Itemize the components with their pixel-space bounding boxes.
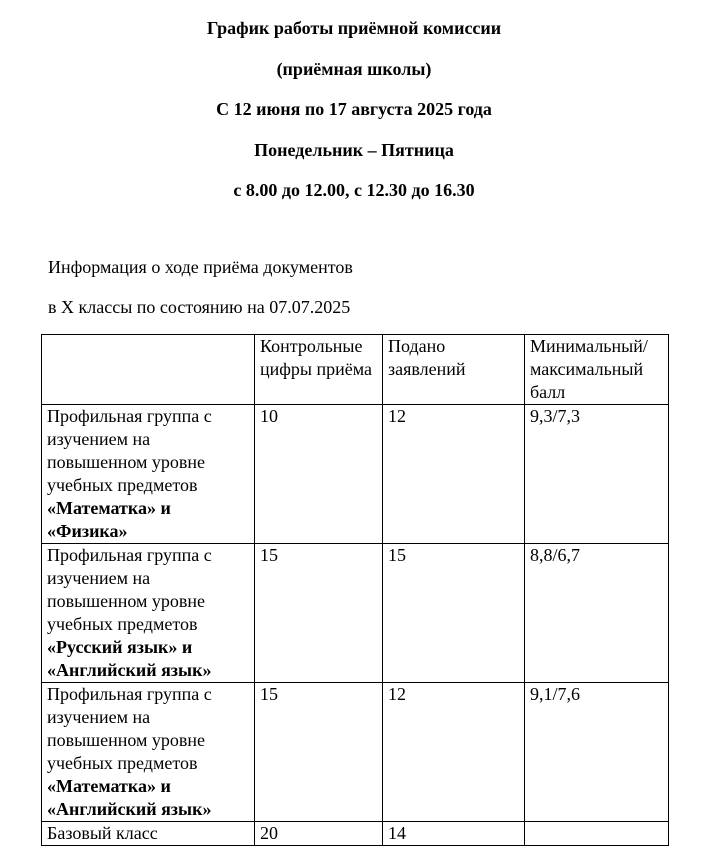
- applications-cell: 14: [383, 822, 525, 846]
- admissions-table: [41, 334, 669, 846]
- table-row: [42, 822, 669, 846]
- quota-cell: 20: [255, 822, 383, 846]
- schedule-days: Понедельник – Пятница: [254, 139, 454, 160]
- group-description: Профильная группа с изучением на повышенном уровне учебных предметов: [47, 684, 212, 773]
- group-cell: [42, 405, 255, 544]
- group-subjects: «Русский язык» и «Английский язык»: [47, 637, 212, 680]
- applications-cell: 15: [383, 544, 525, 683]
- group-description: Профильная группа с изучением на повышенном уровне учебных предметов: [47, 545, 212, 634]
- group-subjects: «Математка» и «Физика»: [47, 498, 171, 541]
- page-subtitle: (приёмная школы): [276, 58, 432, 79]
- group-cell: [42, 822, 255, 846]
- quota-cell: 15: [255, 683, 383, 822]
- table-row: [42, 683, 669, 822]
- quota-cell: 15: [255, 544, 383, 683]
- header-cell-applications: Подано заявлений: [383, 335, 525, 405]
- group-description: Базовый класс: [47, 823, 158, 843]
- schedule-period: С 12 июня по 17 августа 2025 года: [216, 99, 492, 119]
- schedule-heading: [0, 14, 708, 217]
- schedule-hours: с 8.00 до 12.00, с 12.30 до 16.30: [233, 180, 475, 200]
- scores-cell: 9,3/7,3: [525, 405, 669, 544]
- group-cell: [42, 683, 255, 822]
- info-line-1: Информация о ходе приёма документов: [48, 257, 353, 277]
- header-cell-group: [42, 335, 255, 405]
- scores-cell: 8,8/6,7: [525, 544, 669, 683]
- group-cell: [42, 544, 255, 683]
- header-cell-scores: Минимальный/ максимальный балл: [525, 335, 669, 405]
- applications-cell: 12: [383, 683, 525, 822]
- quota-cell: 10: [255, 405, 383, 544]
- scores-cell: [525, 822, 669, 846]
- table-header-row: [42, 335, 669, 405]
- header-cell-quota: Контрольные цифры приёма: [255, 335, 383, 405]
- info-line-2: в Х классы по состоянию на 07.07.2025: [48, 297, 351, 317]
- scores-cell: 9,1/7,6: [525, 683, 669, 822]
- table-row: [42, 544, 669, 683]
- table-row: [42, 405, 669, 544]
- applications-cell: 12: [383, 405, 525, 544]
- group-description: Профильная группа с изучением на повышенном уровне учебных предметов: [47, 406, 212, 495]
- group-subjects: «Математка» и «Английский язык»: [47, 776, 212, 819]
- page-title: График работы приёмной комиссии: [206, 18, 502, 38]
